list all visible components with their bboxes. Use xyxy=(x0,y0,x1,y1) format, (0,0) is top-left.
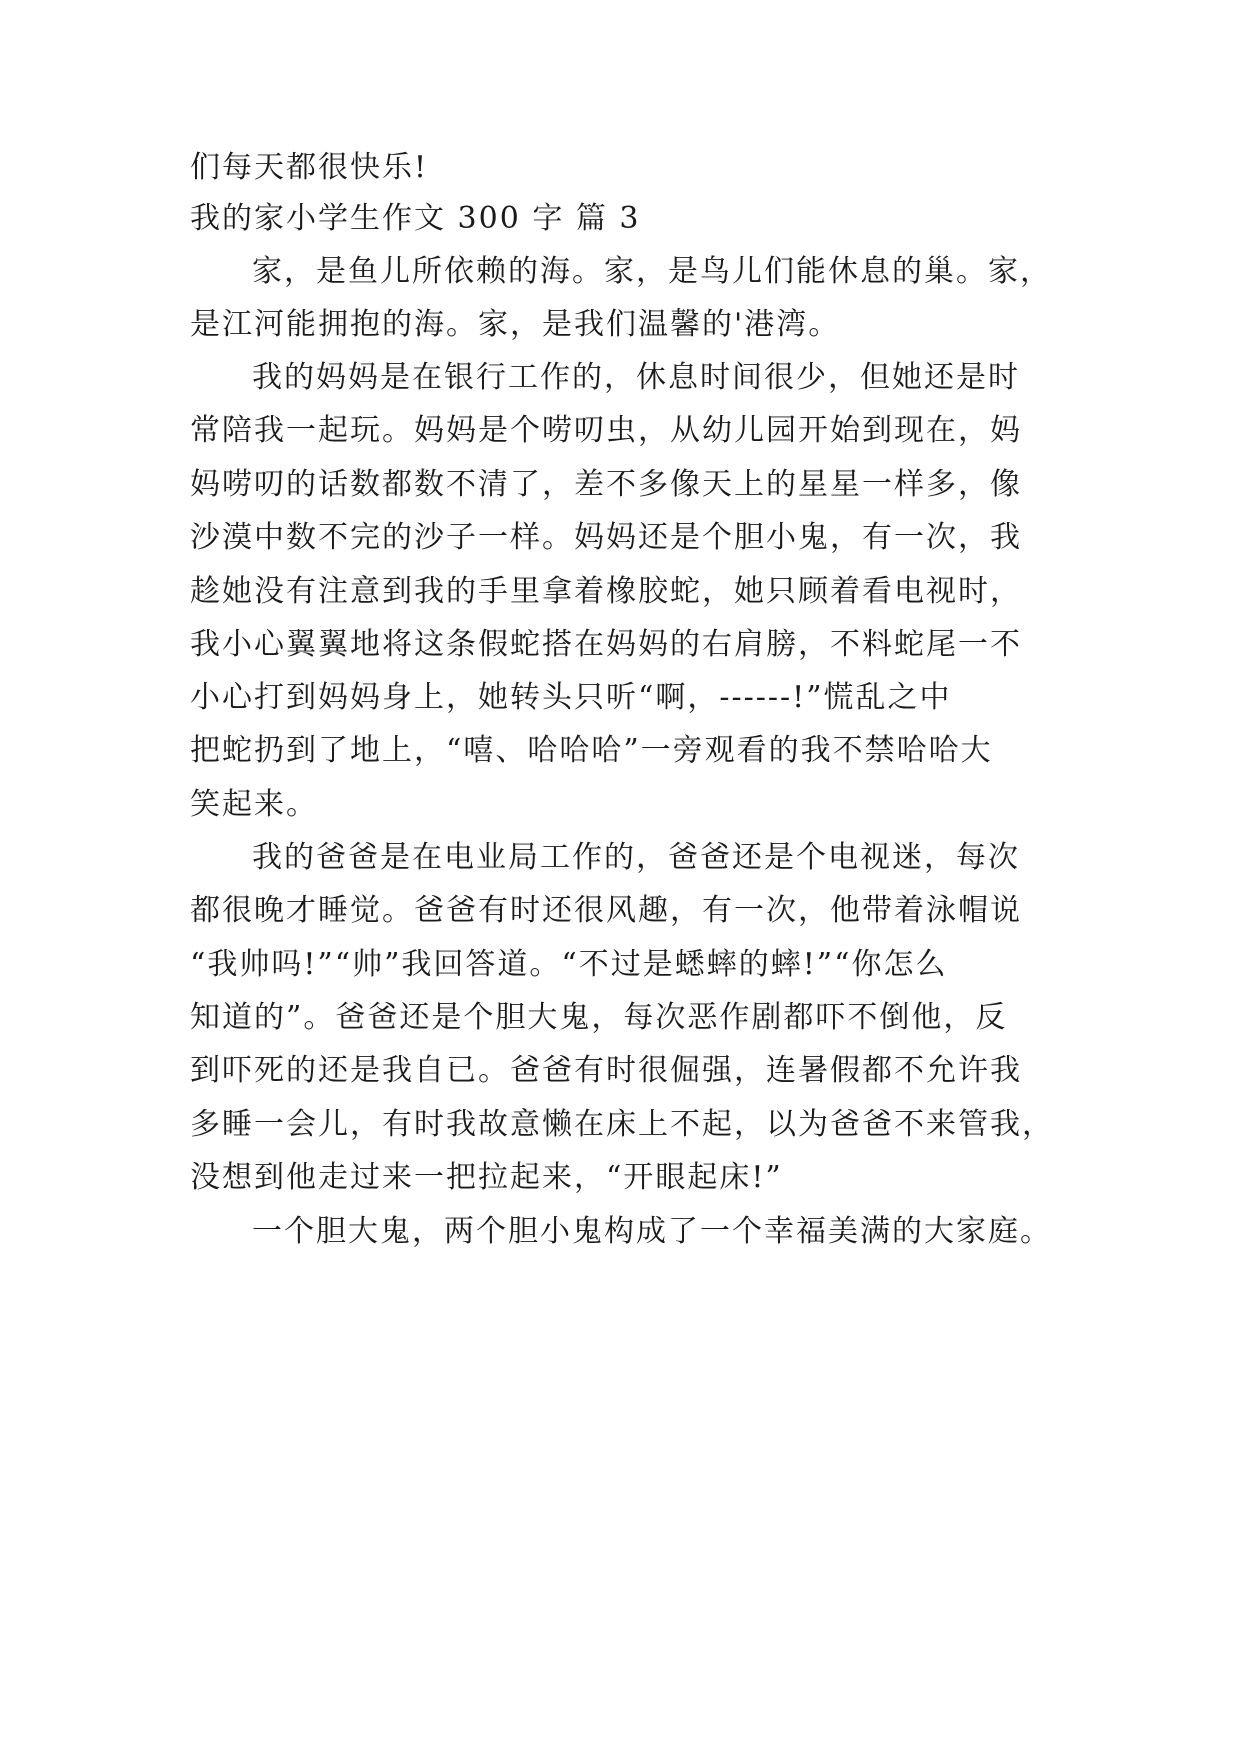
paragraph-line: 多睡一会儿，有时我故意懒在床上不起，以为爸爸不来管我， xyxy=(190,1107,1054,1142)
paragraph-line: 笑起来。 xyxy=(190,787,318,822)
paragraph-line: 趁她没有注意到我的手里拿着橡胶蛇，她只顾着看电视时， xyxy=(190,574,1022,609)
paragraph-line: “我帅吗!”“帅”我回答道。“不过是蟋蟀的蟀!”“你怎么 xyxy=(190,947,948,982)
paragraph-line: 小心打到妈妈身上，她转头只听“啊，------!”慌乱之中 xyxy=(190,680,952,715)
paragraph-line: 我的妈妈是在银行工作的，休息时间很少，但她还是时 xyxy=(252,360,1020,395)
paragraph-line: 们每天都很快乐! xyxy=(190,150,429,185)
paragraph-line: 把蛇扔到了地上，“嘻、哈哈哈”一旁观看的我不禁哈哈大 xyxy=(190,733,993,768)
paragraph-line: 我的爸爸是在电业局工作的，爸爸还是个电视迷，每次 xyxy=(252,840,1020,875)
paragraph-line: 到吓死的还是我自已。爸爸有时很倔强，连暑假都不允许我 xyxy=(190,1053,1022,1088)
section-heading: 我的家小学生作文 300 字 篇 3 xyxy=(190,201,641,236)
paragraph-line: 沙漠中数不完的沙子一样。妈妈还是个胆小鬼，有一次，我 xyxy=(190,520,1022,555)
paragraph-line: 知道的”。爸爸还是个胆大鬼，每次恶作剧都吓不倒他，反 xyxy=(190,1000,1008,1035)
paragraph-line: 都很晚才睡觉。爸爸有时还很风趣，有一次，他带着泳帽说 xyxy=(190,893,1022,928)
paragraph-line: 没想到他走过来一把拉起来，“开眼起床!” xyxy=(190,1160,783,1195)
paragraph-line: 妈唠叨的话数都数不清了，差不多像天上的星星一样多，像 xyxy=(190,467,1022,502)
paragraph-line: 是江河能拥抱的海。家，是我们温馨的'港湾。 xyxy=(190,307,841,342)
paragraph-line: 家，是鱼儿所依赖的海。家，是鸟儿们能休息的巢。家， xyxy=(252,254,1052,289)
paragraph-line: 我小心翼翼地将这条假蛇搭在妈妈的右肩膀，不料蛇尾一不 xyxy=(190,627,1022,662)
paragraph-line: 常陪我一起玩。妈妈是个唠叨虫，从幼儿园开始到现在，妈 xyxy=(190,413,1022,448)
paragraph-line: 一个胆大鬼，两个胆小鬼构成了一个幸福美满的大家庭。 xyxy=(252,1214,1052,1249)
